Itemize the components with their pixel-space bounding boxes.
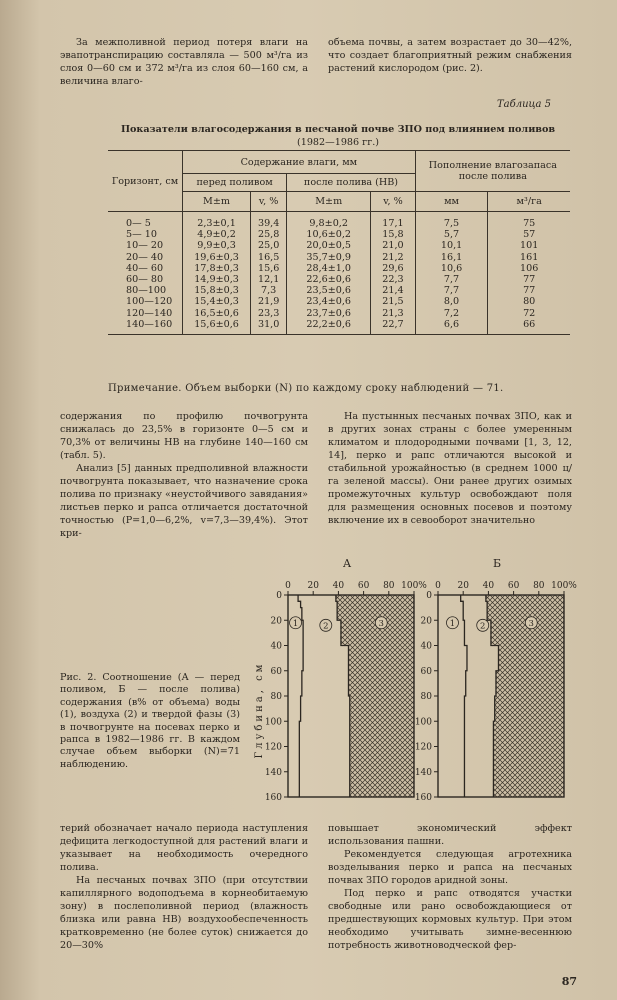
top-left-column <box>60 36 308 88</box>
cell: 23,3 <box>251 308 287 319</box>
table-row <box>108 263 570 274</box>
zone-3-label: 3 <box>378 618 384 629</box>
y-tick-label: 20 <box>270 616 282 627</box>
paragraph: Рекомендуется следующая агротехника возделывания перко и рапса на песчаных почвах ЗПО городов аридной зоны. <box>328 849 572 886</box>
cell: 16,5 <box>251 252 287 263</box>
y-tick-label: 0 <box>426 591 432 601</box>
cell: 10— 20 <box>126 240 164 252</box>
table-row <box>108 229 570 240</box>
cell: 21,3 <box>371 308 416 319</box>
table-row <box>108 240 570 251</box>
figure-2 <box>250 555 580 817</box>
cell: 23,5±0,6 <box>287 285 371 296</box>
water-air-boundary <box>461 595 467 797</box>
cell: 21,4 <box>371 285 416 296</box>
cell: 80 <box>488 296 570 307</box>
cell: 21,0 <box>371 240 416 251</box>
header-m3: м³/га <box>488 192 570 212</box>
zone-2-label: 2 <box>323 621 329 632</box>
zone-1-label: 1 <box>292 618 299 629</box>
cell: 6,6 <box>415 319 488 335</box>
y-tick-label: 20 <box>420 616 432 627</box>
cell: 29,6 <box>371 263 416 274</box>
paragraph: повышает экономический эффект использования пашни. <box>328 823 572 847</box>
cell: 9,8±0,2 <box>287 212 371 230</box>
x-tick-label: 100% <box>401 581 427 591</box>
mid-left-column <box>60 410 308 540</box>
table-note: Примечание. Объем выборки (N) по каждому сроку наблюдений — 71. <box>108 383 504 394</box>
cell: 15,4±0,3 <box>183 296 251 307</box>
cell: 14,9±0,3 <box>183 274 251 285</box>
table-row <box>108 212 570 230</box>
table-row <box>108 252 570 263</box>
cell: 17,1 <box>371 212 416 230</box>
solid-phase-area <box>486 595 564 797</box>
cell: 35,7±0,9 <box>287 252 371 263</box>
table-row <box>108 296 570 307</box>
cell: 31,0 <box>251 319 287 335</box>
cell: 22,3 <box>371 274 416 285</box>
y-tick-label: 160 <box>414 793 432 803</box>
y-tick-label: 100 <box>264 717 282 728</box>
x-tick-label: 0 <box>285 581 291 591</box>
cell: 20— 40 <box>126 251 164 263</box>
header-moisture: Содержание влаги, мм <box>183 151 416 174</box>
cell: 20,0±0,5 <box>287 240 371 251</box>
paragraph: Под перко и рапс отводятся участки свободные или рано освобождающиеся от предшествующих кормовых культур. При этом необходимо учитывать зимне-весеннюю потребность животноводческой фер- <box>328 888 572 951</box>
cell: 7,2 <box>415 308 488 319</box>
header-before: перед поливом <box>183 174 287 192</box>
table-row <box>108 319 570 335</box>
x-tick-label: 60 <box>507 581 520 591</box>
x-tick-label: 20 <box>457 581 469 591</box>
table-row <box>108 285 570 296</box>
cell: 19,6±0,3 <box>183 252 251 263</box>
cell: 22,6±0,6 <box>287 274 371 285</box>
cell: 9,9±0,3 <box>183 240 251 251</box>
cell: 7,7 <box>415 274 488 285</box>
x-tick-label: 100% <box>551 581 577 591</box>
zone-1-label: 1 <box>449 618 456 629</box>
cell: 15,6±0,6 <box>183 319 251 335</box>
table-title <box>108 123 568 149</box>
table-title-years: (1982—1986 гг.) <box>296 137 380 148</box>
cell: 15,8±0,3 <box>183 285 251 296</box>
cell: 25,8 <box>251 229 287 240</box>
cell: 66 <box>488 319 570 335</box>
x-tick-label: 60 <box>357 581 370 591</box>
y-tick-label: 140 <box>414 767 432 778</box>
cell: 7,7 <box>415 285 488 296</box>
mid-right-column <box>328 410 572 527</box>
cell: 140—160 <box>108 319 183 335</box>
cell: 100—120 <box>126 296 173 308</box>
cell: 22,7 <box>371 319 416 335</box>
table-title-main: Показатели влагосодержания в песчаной почве ЗПО под влиянием поливов <box>120 124 556 135</box>
cell: 21,2 <box>371 252 416 263</box>
x-tick-label: 40 <box>482 581 495 591</box>
cell: 15,6 <box>251 263 287 274</box>
table-row <box>108 274 570 285</box>
y-tick-label: 100 <box>414 717 432 728</box>
figure-caption: Рис. 2. Соотношение (А — перед поливом, Б — после полива) содержания (в% от объема) воды (1), воздуха (2) и твердой фазы (3) в почвогрунте на посевах перко и рапса в 1982—1986 гг. В каждом случае объем выборки (N)=71 наблюдению. <box>60 672 240 770</box>
cell: 16,5±0,6 <box>183 308 251 319</box>
table-label: Таблица 5 <box>496 99 551 110</box>
y-tick-label: 120 <box>264 742 282 753</box>
cell: 80—100 <box>126 285 167 297</box>
table-row <box>108 308 570 319</box>
cell: 2,3±0,1 <box>183 212 251 230</box>
header-replenish: Пополнение влагозапаса после полива <box>415 151 570 192</box>
cell: 28,4±1,0 <box>287 263 371 274</box>
paragraph: Анализ [5] данных предполивной влажности почвогрунта показывает, что назначение срока полива по признаку «неустойчивого завядания» листьев перко и рапса отличается достаточной точностью (P=1,0—6,2%, v=7,3—39,4%). Этот кри- <box>60 463 308 539</box>
cell: 120—140 <box>126 307 173 319</box>
bottom-left-column <box>60 822 308 952</box>
cell: 7,5 <box>415 212 488 230</box>
cell: 161 <box>488 252 570 263</box>
x-tick-label: 80 <box>533 581 545 591</box>
cell: 77 <box>488 274 570 285</box>
cell: 101 <box>488 240 570 251</box>
cell: 39,4 <box>251 212 287 230</box>
cell: 106 <box>488 263 570 274</box>
cell: 23,4±0,6 <box>287 296 371 307</box>
bottom-right-column <box>328 822 572 952</box>
paragraph: За межполивной период потеря влаги на эвапотранспирацию составляла — 500 м³/га из слоя 0—60 см и 372 м³/га из слоя 60—160 см, а величина влаго- <box>60 37 308 87</box>
moisture-table <box>108 150 570 335</box>
page-number: 87 <box>561 975 577 988</box>
panel-b <box>415 557 577 803</box>
cell: 75 <box>488 212 570 230</box>
y-tick-label: 140 <box>264 767 282 778</box>
y-axis-label: Глубина, см <box>254 661 265 759</box>
paragraph: На песчаных почвах ЗПО (при отсутствии капиллярного водоподъема в корнеобитаемую зону) в послеполивной период (влажность близка или равна НВ) воздухообеспеченность кратковременно (не более суток) снижается до 20—30% <box>60 875 308 951</box>
x-tick-label: 20 <box>307 581 319 591</box>
zone-3-label: 3 <box>528 618 534 629</box>
cell: 25,0 <box>251 240 287 251</box>
x-tick-label: 0 <box>435 581 441 591</box>
y-tick-label: 60 <box>270 666 282 677</box>
cell: 10,6 <box>415 263 488 274</box>
y-tick-label: 80 <box>270 692 282 702</box>
cell: 23,7±0,6 <box>287 308 371 319</box>
y-tick-label: 0 <box>276 591 282 601</box>
cell: 16,1 <box>415 252 488 263</box>
y-tick-label: 120 <box>414 742 432 753</box>
cell: 12,1 <box>251 274 287 285</box>
y-tick-label: 60 <box>420 666 432 677</box>
y-tick-label: 40 <box>420 641 432 652</box>
cell: 5— 10 <box>126 229 157 241</box>
header-mm: мм <box>415 192 488 212</box>
cell: 0— 5 <box>126 218 151 229</box>
panel-title: Б <box>492 557 502 570</box>
y-tick-label: 160 <box>264 793 282 803</box>
header-horizon: Горизонт, см <box>108 151 183 212</box>
top-right-column <box>328 36 572 75</box>
paragraph: содержания по профилю почвогрунта снижалась до 23,5% в горизонте 0—5 см и 70,3% от величины НВ на глубине 140—160 см (табл. 5). <box>60 411 308 461</box>
cell: 15,8 <box>371 229 416 240</box>
cell: 10,1 <box>415 240 488 251</box>
paragraph: объема почвы, а затем возрастает до 30—42%, что создает благоприятный режим снабжения растений кислородом (рис. 2). <box>328 37 572 74</box>
cell: 77 <box>488 285 570 296</box>
cell: 7,3 <box>251 285 287 296</box>
cell: 22,2±0,6 <box>287 319 371 335</box>
paragraph: На пустынных песчаных почвах ЗПО, как и в других зонах страны с более умеренным климатом и плодородными почвами [1, 3, 12, 14], перко и рапс отличаются высокой и стабильной урожайностью (в среднем 1000 ц/га зеленой массы). Они ранее других озимых промежуточных культур освобождают поля для размещения основных посевов и поэтому включение их в севооборот значительно <box>328 411 572 526</box>
cell: 40— 60 <box>126 262 164 274</box>
x-tick-label: 80 <box>383 581 395 591</box>
y-tick-label: 40 <box>270 641 282 652</box>
cell: 5,7 <box>415 229 488 240</box>
header-after: после полива (НВ) <box>287 174 416 192</box>
x-tick-label: 40 <box>332 581 345 591</box>
cell: 21,5 <box>371 296 416 307</box>
cell: 72 <box>488 308 570 319</box>
header-v-before: v, % <box>251 192 287 212</box>
cell: 8,0 <box>415 296 488 307</box>
solid-phase-area <box>336 595 414 797</box>
paragraph: терий обозначает начало периода наступления дефицита легкодоступной для растений влаги и указывает на необходимость очередного полива. <box>60 823 308 873</box>
panel-a <box>265 557 427 803</box>
cell: 17,8±0,3 <box>183 263 251 274</box>
panel-title: А <box>342 557 352 570</box>
cell: 21,9 <box>251 296 287 307</box>
cell: 10,6±0,2 <box>287 229 371 240</box>
header-v-after: v, % <box>371 192 416 212</box>
header-mean-before: M±m <box>183 192 251 212</box>
cell: 57 <box>488 229 570 240</box>
cell: 4,9±0,2 <box>183 229 251 240</box>
zone-2-label: 2 <box>480 621 486 632</box>
header-mean-after: M±m <box>287 192 371 212</box>
y-tick-label: 80 <box>420 692 432 702</box>
cell: 60— 80 <box>126 274 164 286</box>
